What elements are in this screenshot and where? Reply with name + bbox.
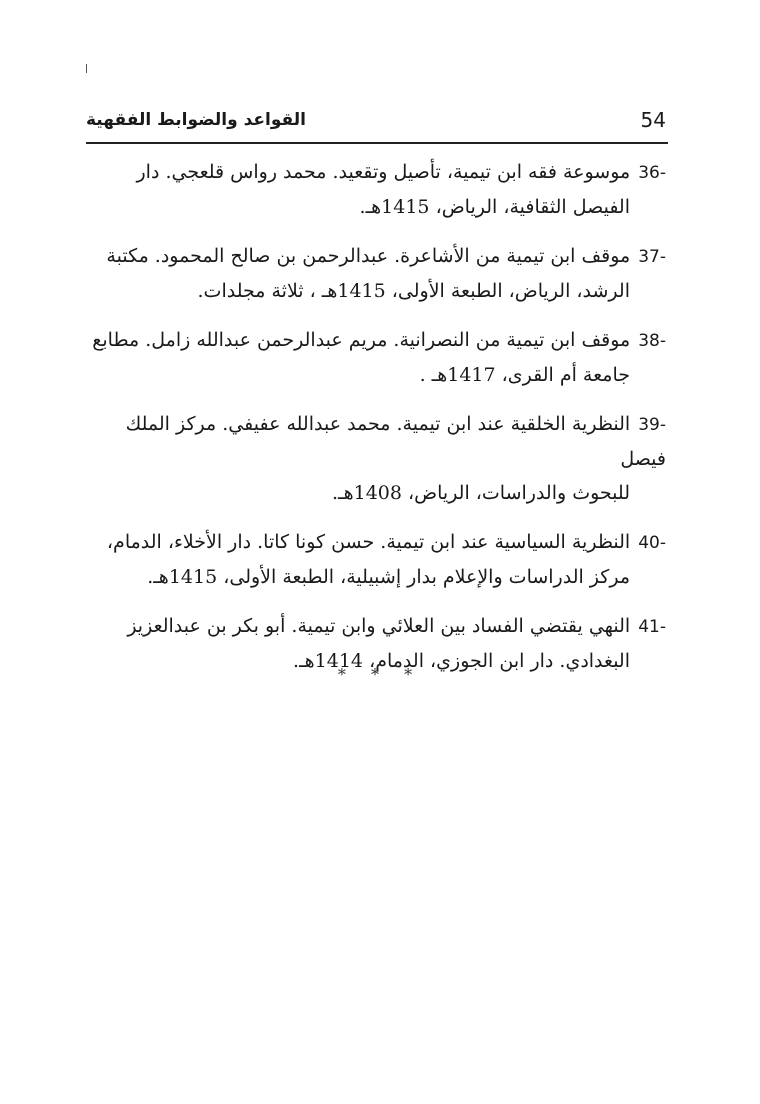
page-header — [86, 106, 668, 144]
entry-text-line2: للبحوث والدراسات، الرياض، 1408هـ. — [331, 482, 630, 504]
entry-text-line1: موقف ابن تيمية من الأشاعرة. عبدالرحمن بن صالح المحمود. مكتبة — [106, 245, 631, 267]
bibliography-entry — [86, 525, 666, 594]
scan-mark — [86, 64, 87, 73]
bibliography-list — [86, 155, 666, 693]
entry-text-line2: الفيصل الثقافية، الرياض، 1415هـ. — [359, 196, 630, 218]
running-title: القواعد والضوابط الفقهية — [86, 110, 306, 130]
entry-text-line1: النظرية السياسية عند ابن تيمية. حسن كونا كاتا. دار الأخلاء، الدمام، — [106, 531, 631, 553]
entry-text-line2: البغدادي. دار ابن الجوزي، الدمام، 1414هـ. — [293, 650, 630, 672]
entry-number: 40- — [638, 533, 666, 553]
entry-text-line1: موقف ابن تيمية من النصرانية. مريم عبدالرحمن عبدالله زامل. مطابع — [92, 329, 631, 351]
entry-number: 41- — [638, 617, 666, 637]
bibliography-entry — [86, 323, 666, 392]
entry-number: 38- — [638, 331, 666, 351]
entry-text-line2: الرشد، الرياض، الطبعة الأولى، 1415هـ ، ثلاثة مجلدات. — [197, 280, 630, 302]
bibliography-entry — [86, 155, 666, 224]
entry-text-line2: جامعة أم القرى، 1417هـ . — [419, 364, 630, 386]
asterism-separator: * * * — [337, 665, 423, 684]
bibliography-entry — [86, 407, 666, 510]
entry-text-line1: النظرية الخلقية عند ابن تيمية. محمد عبدالله عفيفي. مركز الملك فيصل — [125, 413, 666, 470]
page-number: 54 — [640, 108, 666, 132]
entry-number: 37- — [638, 247, 666, 267]
entry-number: 36- — [638, 163, 666, 183]
entry-number: 39- — [638, 415, 666, 435]
entry-text-line1: النهي يقتضي الفساد بين العلائي وابن تيمية. أبو بكر بن عبدالعزيز — [127, 615, 631, 637]
bibliography-entry — [86, 239, 666, 308]
entry-text-line2: مركز الدراسات والإعلام بدار إشبيلية، الطبعة الأولى، 1415هـ. — [147, 566, 630, 588]
entry-text-line1: موسوعة فقه ابن تيمية، تأصيل وتقعيد. محمد رواس قلعجي. دار — [136, 161, 631, 183]
